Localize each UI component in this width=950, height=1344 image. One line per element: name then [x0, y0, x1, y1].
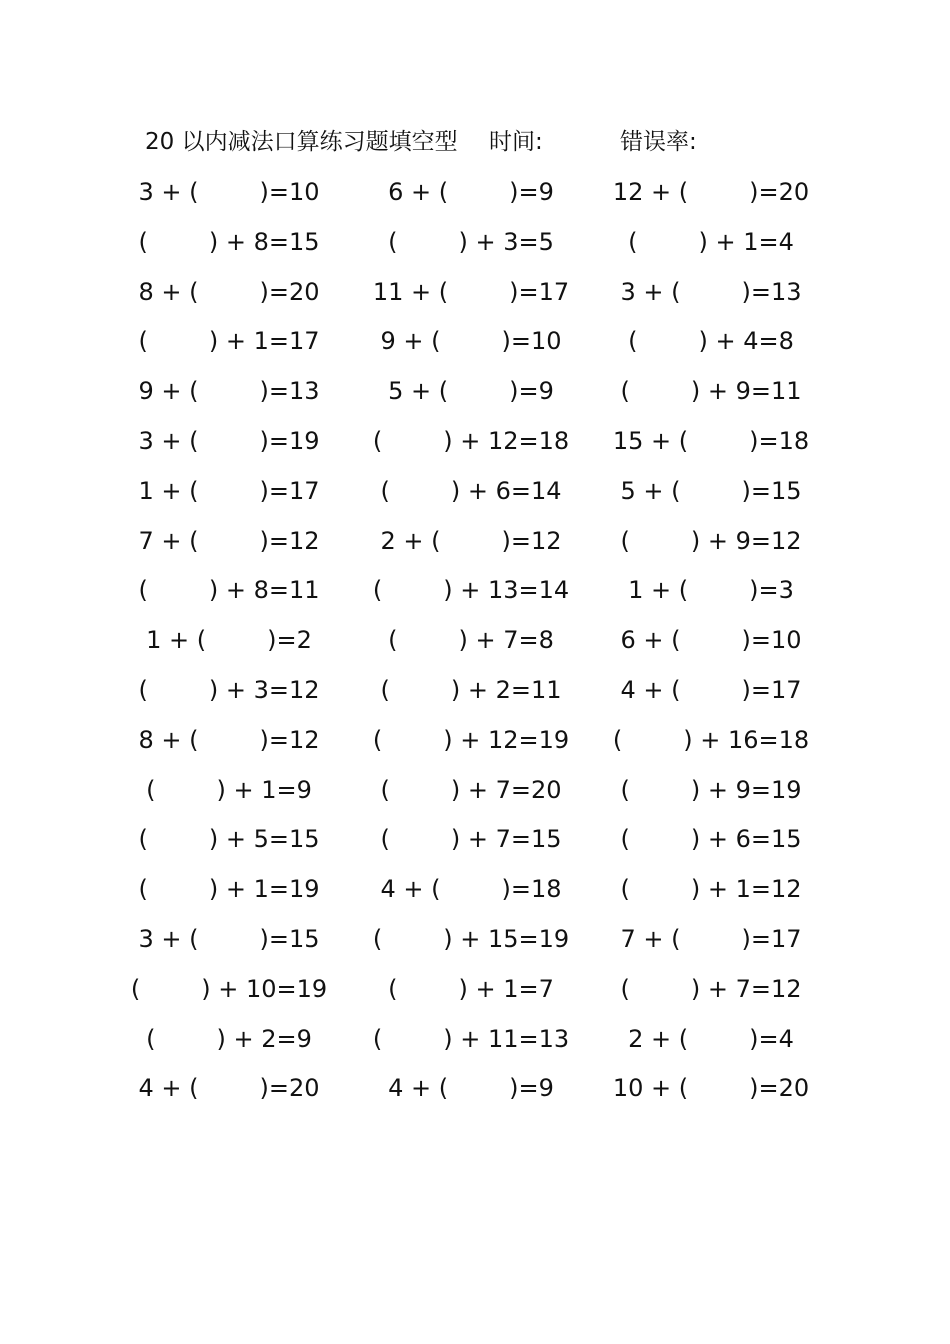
problem-item: 12 + ( )=20 — [612, 178, 810, 206]
problem-item: ( ) + 7=12 — [620, 974, 802, 1003]
problem-item: ( ) + 2=11 — [380, 676, 562, 704]
problem-row — [0, 620, 950, 660]
problem-row — [0, 1068, 950, 1108]
problem-item: 3 + ( )=13 — [620, 277, 802, 306]
problem-item: 4 + ( )=20 — [138, 1074, 320, 1103]
problem-item: ( ) + 3=5 — [388, 227, 554, 256]
problem-row — [0, 471, 950, 511]
problem-row — [0, 521, 950, 561]
problem-item: ( ) + 11=13 — [372, 1024, 570, 1053]
problem-item: ( ) + 5=15 — [138, 825, 320, 854]
problem-item: ( ) + 1=12 — [620, 875, 802, 904]
problem-item: 2 + ( )=12 — [380, 526, 562, 555]
problem-row — [0, 222, 950, 262]
problem-item: ( ) + 4=8 — [628, 327, 794, 356]
problem-item: ( ) + 9=19 — [620, 775, 802, 804]
problem-item: ( ) + 2=9 — [146, 1024, 312, 1053]
problem-item: 6 + ( )=10 — [620, 626, 802, 655]
problem-item: ( ) + 8=15 — [138, 227, 320, 256]
problem-row — [0, 272, 950, 312]
problem-item: 4 + ( )=17 — [620, 676, 802, 704]
problem-item: 1 + ( )=3 — [628, 576, 794, 605]
problem-item: ( ) + 13=14 — [372, 576, 570, 605]
problem-item: 1 + ( )=17 — [138, 476, 320, 505]
problem-item: ( ) + 15=19 — [372, 925, 570, 953]
problem-row — [0, 869, 950, 909]
problem-item: ( ) + 1=7 — [388, 974, 554, 1003]
worksheet-title: 20 以内减法口算练习题填空型 — [145, 129, 458, 155]
problem-item: ( ) + 1=17 — [138, 327, 320, 356]
problem-item: ( ) + 6=14 — [380, 476, 562, 505]
problem-item: 5 + ( )=9 — [388, 377, 554, 406]
problem-item: 6 + ( )=9 — [388, 178, 554, 206]
problem-row — [0, 819, 950, 859]
problem-item: 9 + ( )=13 — [138, 377, 320, 406]
problem-row — [0, 172, 950, 212]
problem-item: 3 + ( )=10 — [138, 178, 320, 206]
problem-item: 4 + ( )=9 — [388, 1074, 554, 1103]
problem-item: ( ) + 8=11 — [138, 576, 320, 605]
time-label: 时间: — [489, 129, 543, 155]
error-rate-label: 错误率: — [620, 129, 697, 155]
problem-row — [0, 670, 950, 710]
problem-item: ( ) + 3=12 — [138, 676, 320, 704]
problem-item: ( ) + 1=9 — [146, 775, 312, 804]
problem-item: 15 + ( )=18 — [612, 427, 810, 455]
problem-item: ( ) + 9=11 — [620, 377, 802, 406]
problem-item: ( ) + 9=12 — [620, 526, 802, 555]
problem-row — [0, 969, 950, 1009]
problem-item: ( ) + 7=20 — [380, 775, 562, 804]
problem-item: ( ) + 16=18 — [612, 725, 810, 754]
problem-item: 8 + ( )=20 — [138, 277, 320, 306]
problem-item: ( ) + 10=19 — [130, 974, 328, 1003]
problem-item: 10 + ( )=20 — [612, 1074, 810, 1103]
problem-row — [0, 321, 950, 361]
problem-row — [0, 421, 950, 461]
problem-item: ( ) + 1=4 — [628, 227, 794, 256]
problem-item: 7 + ( )=12 — [138, 526, 320, 555]
problem-item: 3 + ( )=15 — [138, 925, 320, 953]
problem-item: 1 + ( )=2 — [146, 626, 312, 655]
problem-item: ( ) + 12=19 — [372, 725, 570, 754]
problem-item: 8 + ( )=12 — [138, 725, 320, 754]
problem-item: ( ) + 6=15 — [620, 825, 802, 854]
problem-row — [0, 720, 950, 760]
problem-item: ( ) + 1=19 — [138, 875, 320, 904]
problem-row — [0, 1019, 950, 1059]
problem-item: 7 + ( )=17 — [620, 925, 802, 953]
problem-row — [0, 770, 950, 810]
problem-row — [0, 371, 950, 411]
problem-item: 3 + ( )=19 — [138, 427, 320, 455]
problem-item: 11 + ( )=17 — [372, 277, 570, 306]
problem-item: 4 + ( )=18 — [380, 875, 562, 904]
problem-item: 2 + ( )=4 — [628, 1024, 794, 1053]
problem-row — [0, 919, 950, 959]
problem-item: 9 + ( )=10 — [380, 327, 562, 356]
problem-item: ( ) + 7=8 — [388, 626, 554, 655]
problem-item: 5 + ( )=15 — [620, 476, 802, 505]
problem-item: ( ) + 7=15 — [380, 825, 562, 854]
problem-row — [0, 570, 950, 610]
problem-item: ( ) + 12=18 — [372, 427, 570, 455]
